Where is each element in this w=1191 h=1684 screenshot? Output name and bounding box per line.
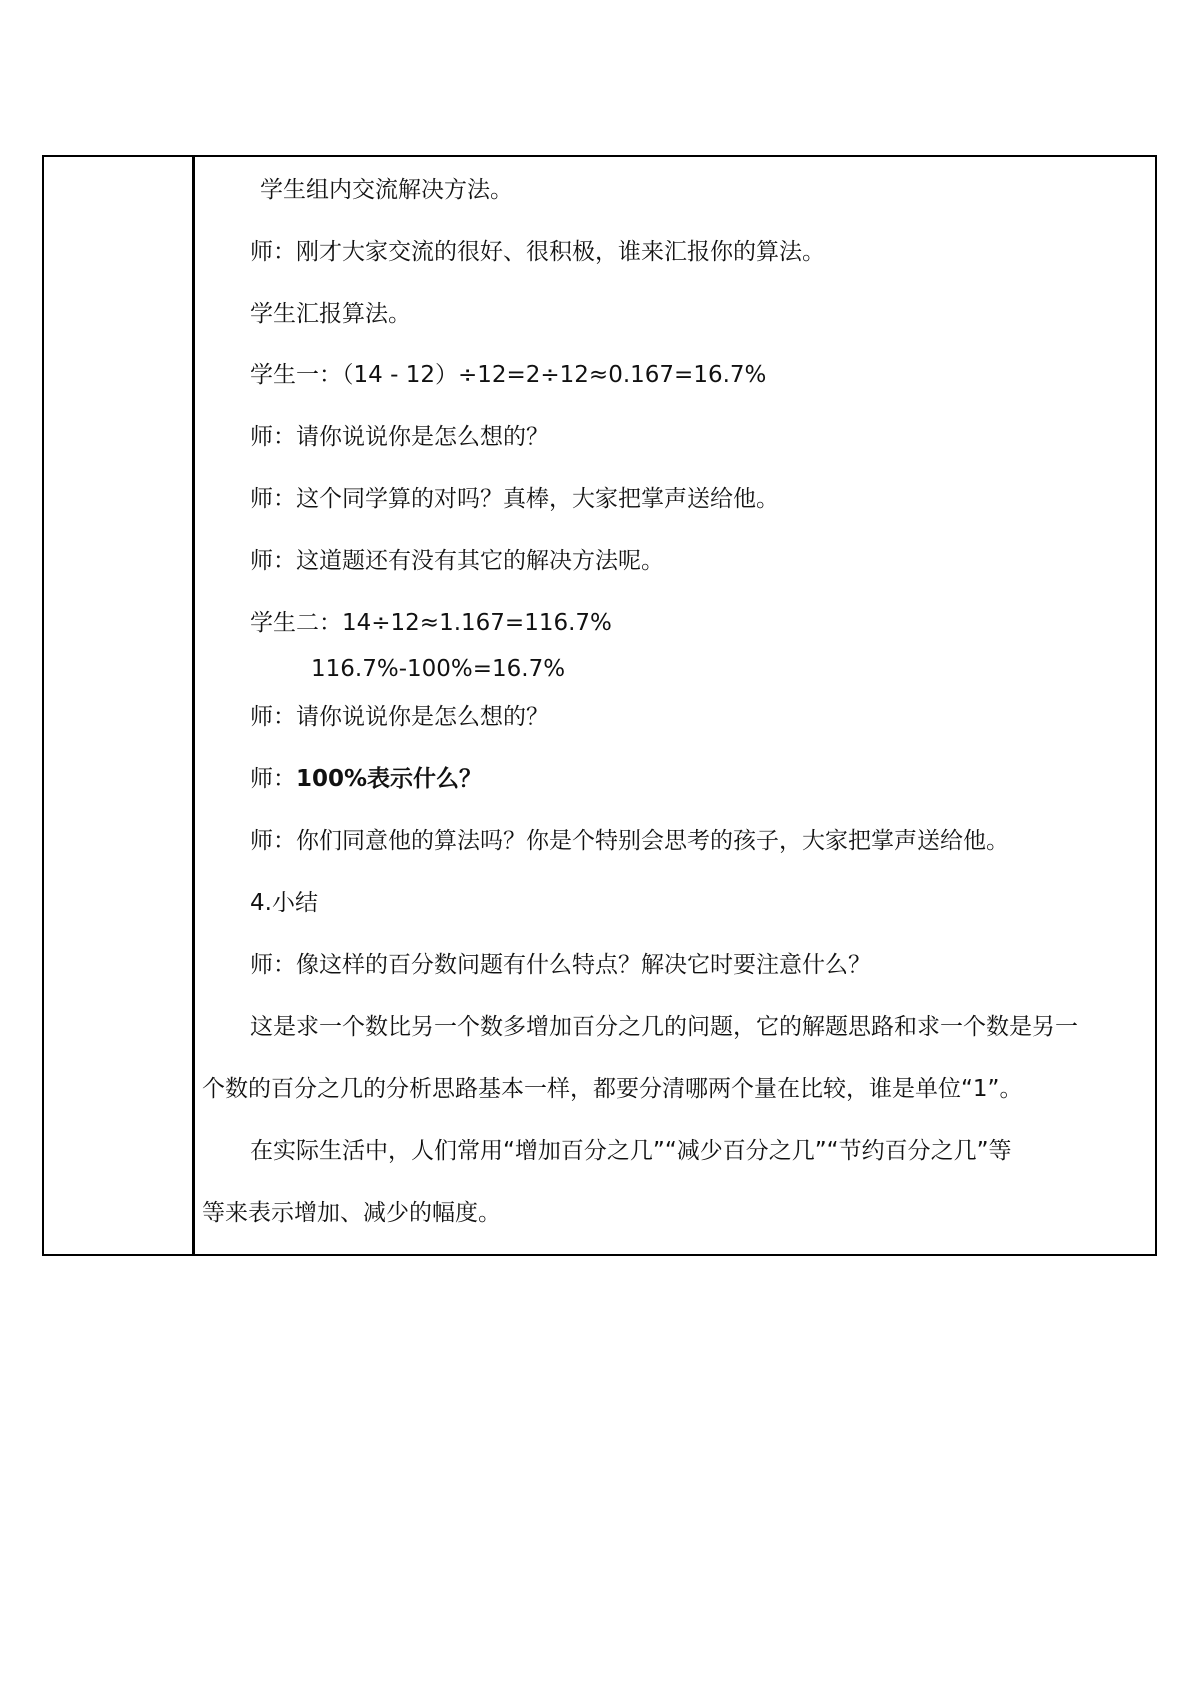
text-line: 师：像这样的百分数问题有什么特点？解决它时要注意什么？ <box>250 952 871 978</box>
text-line: 师：这个同学算的对吗？真棒，大家把掌声送给他。 <box>250 486 779 512</box>
text-line: 在实际生活中，人们常用“增加百分之几”“减少百分之几”“节约百分之几”等 <box>250 1138 1012 1164</box>
bold-question: 100%表示什么？ <box>296 766 483 792</box>
column-divider <box>192 157 195 1254</box>
text-line: 这是求一个数比另一个数多增加百分之几的问题，它的解题思路和求一个数是另一 <box>250 1014 1078 1040</box>
text-line: 师：刚才大家交流的很好、很积极，谁来汇报你的算法。 <box>250 239 825 265</box>
text-line: 个数的百分之几的分析思路基本一样，都要分清哪两个量在比较，谁是单位“1”。 <box>202 1076 1023 1102</box>
lesson-content-cell <box>199 157 1155 1254</box>
text-line: 学生二：14÷12≈1.167=116.7% <box>250 610 612 636</box>
text-line: 师：你们同意他的算法吗？你是个特别会思考的孩子，大家把掌声送给他。 <box>250 828 1009 854</box>
speaker-label: 师： <box>250 766 296 792</box>
text-line: 116.7%-100%=16.7% <box>311 656 566 682</box>
text-line: 学生汇报算法。 <box>250 301 411 327</box>
text-line: 师：这道题还有没有其它的解决方法呢。 <box>250 548 664 574</box>
section-heading: 4.小结 <box>250 890 318 916</box>
text-line: 师：请你说说你是怎么想的？ <box>250 424 549 450</box>
text-line: 学生一：（14 - 12）÷12=2÷12≈0.167=16.7% <box>250 362 767 388</box>
text-line: 等来表示增加、减少的幅度。 <box>202 1200 501 1226</box>
text-line <box>250 764 482 794</box>
lesson-table <box>42 155 1157 1256</box>
text-line: 师：请你说说你是怎么想的？ <box>250 704 549 730</box>
text-line: 学生组内交流解决方法。 <box>260 177 513 203</box>
